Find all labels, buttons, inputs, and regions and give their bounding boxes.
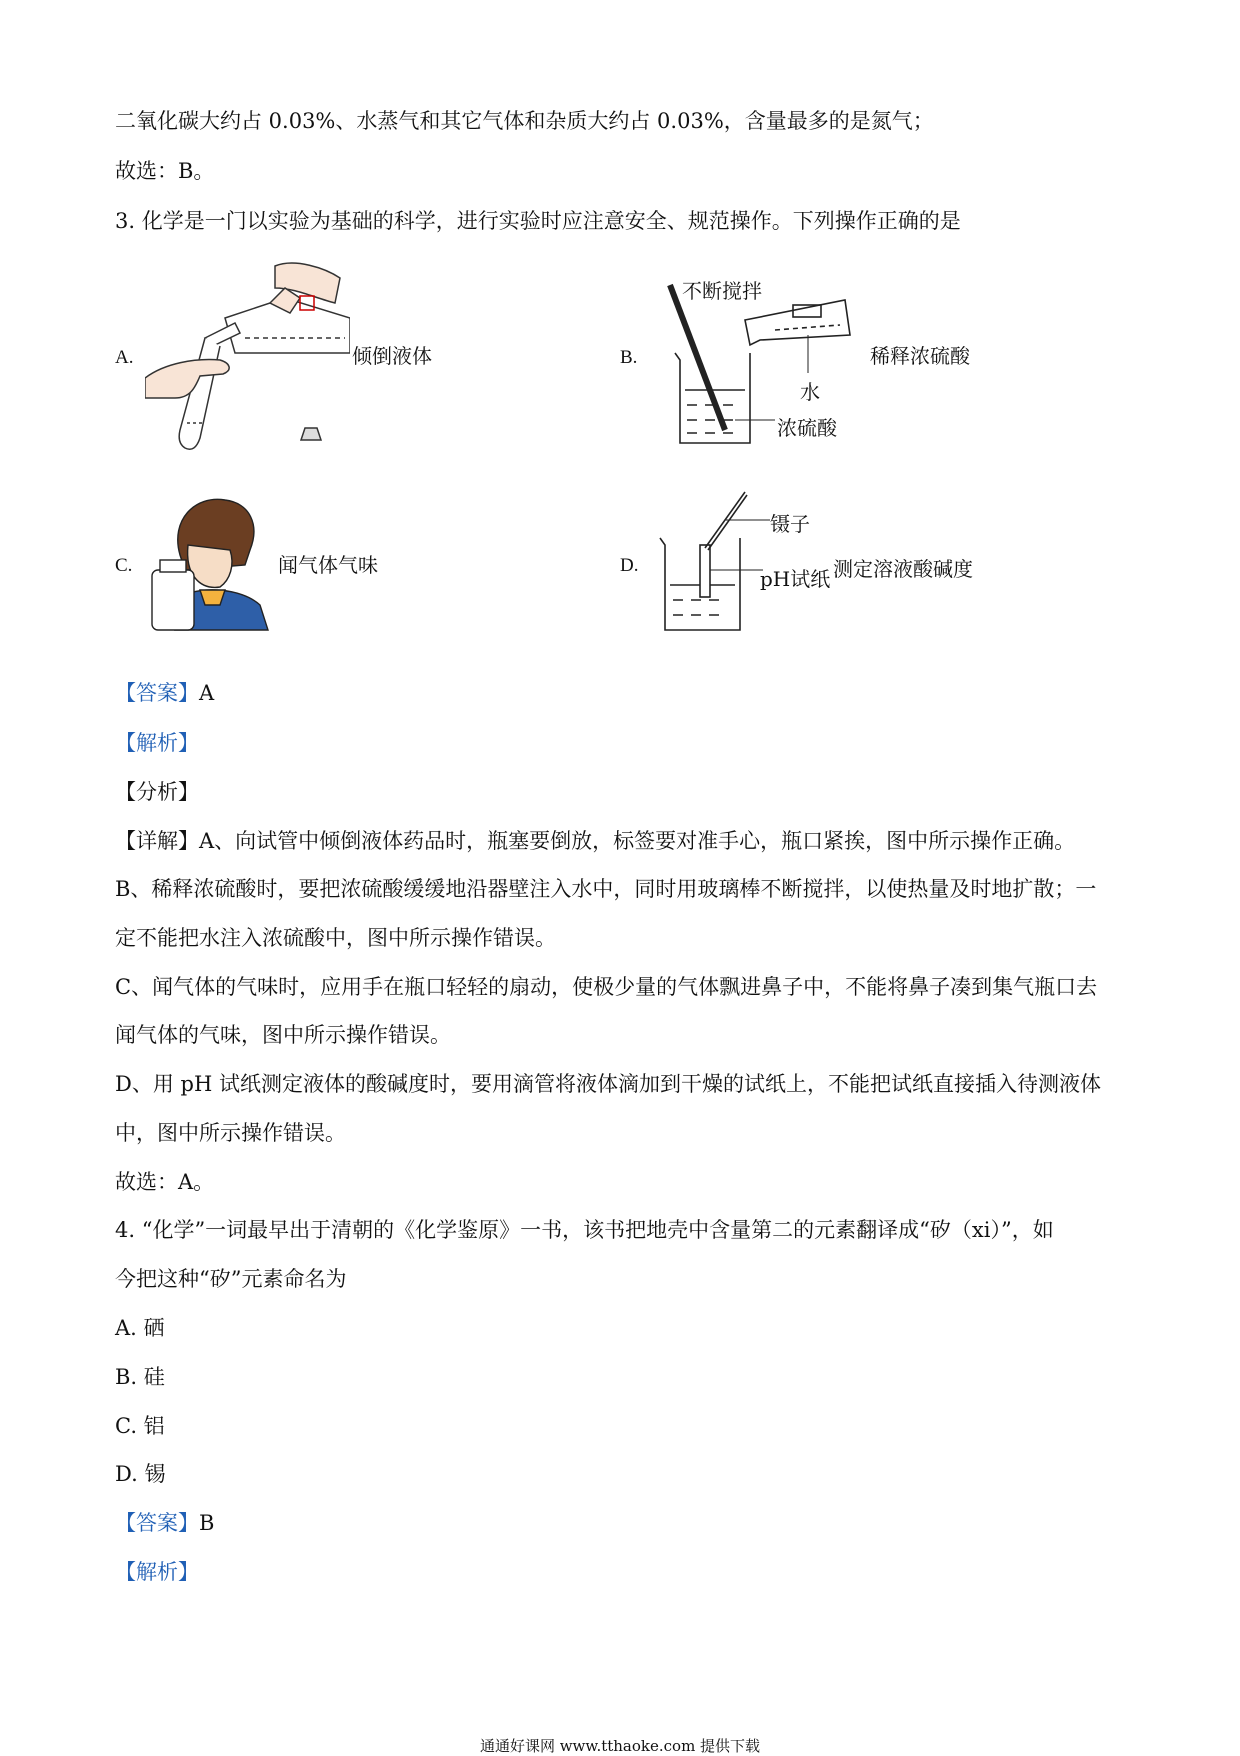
q3-detail-d1: D、用 pH 试纸测定液体的酸碱度时，要用滴管将液体滴加到干燥的试纸上，不能把试纸直接插入待测液体 (115, 1072, 1101, 1096)
option-c-caption: 闻气体气味 (278, 553, 378, 577)
question-4-stem-1: 4. “化学”一词最早出于清朝的《化学鉴原》一书，该书把地壳中含量第二的元素翻译成“矽（xi）”，如 (115, 1218, 1054, 1242)
q3-answer-line (115, 677, 214, 707)
option-b-caption: 稀释浓硫酸 (870, 344, 970, 368)
q3-fenxi-tag: 【分析】 (115, 780, 199, 804)
answer-value: B (199, 1511, 215, 1535)
option-d-letter: D. (620, 555, 639, 576)
option-d-label-tweezers: 镊子 (770, 512, 810, 536)
option-b-label-water: 水 (800, 380, 820, 404)
question-3-stem: 3. 化学是一门以实验为基础的科学，进行实验时应注意安全、规范操作。下列操作正确的是 (115, 209, 961, 233)
question-4-stem-2: 今把这种“矽”元素命名为 (115, 1267, 347, 1291)
text-line-co2: 二氧化碳大约占 0.03%、水蒸气和其它气体和杂质大约占 0.03%，含量最多的是氮气； (115, 109, 934, 133)
q3-detail-c1: C、闻气体的气味时，应用手在瓶口轻轻的扇动，使极少量的气体飘进鼻子中，不能将鼻子凑到集气瓶口去 (115, 975, 1098, 999)
answer-value: A (199, 681, 215, 705)
answer-tag: 【答案】 (115, 1511, 199, 1535)
figure-ph-test (655, 490, 775, 635)
page-footer: 通通好课网 www.tthaoke.com 提供下载 (479, 1737, 761, 1755)
q4-analysis-tag: 【解析】 (115, 1560, 199, 1584)
q3-detail-d2: 中，图中所示操作错误。 (115, 1121, 346, 1145)
q3-detail-b1: B、稀释浓硫酸时，要把浓硫酸缓缓地沿器壁注入水中，同时用玻璃棒不断搅拌，以使热量及时地扩散；一 (115, 877, 1097, 901)
option-c-letter: C. (115, 555, 133, 576)
q3-detail-b2: 定不能把水注入浓硫酸中，图中所示操作错误。 (115, 926, 556, 950)
q3-analysis-tag: 【解析】 (115, 731, 199, 755)
q4-answer-line (115, 1507, 214, 1537)
option-b-label-stir: 不断搅拌 (682, 279, 762, 303)
q3-detail-a: 【详解】A、向试管中倾倒液体药品时，瓶塞要倒放，标签要对准手心，瓶口紧挨，图中所示操作正确。 (115, 829, 1076, 853)
option-a-letter: A. (115, 347, 134, 368)
option-d-caption: 测定溶液酸碱度 (833, 557, 973, 581)
q3-detail-c2: 闻气体的气味，图中所示操作错误。 (115, 1023, 451, 1047)
q4-option-c: C. 铝 (115, 1414, 165, 1438)
figure-pour-liquid (145, 258, 350, 458)
option-b-letter: B. (620, 347, 638, 368)
q4-option-d: D. 锡 (115, 1462, 166, 1486)
option-a-caption: 倾倒液体 (352, 344, 432, 368)
q4-option-a: A. 硒 (115, 1316, 165, 1340)
q3-conclusion: 故选：A。 (115, 1170, 215, 1194)
text-line-choice-b: 故选：B。 (115, 159, 215, 183)
figure-smell-gas (150, 495, 275, 635)
q4-option-b: B. 硅 (115, 1365, 165, 1389)
answer-tag: 【答案】 (115, 681, 199, 705)
option-d-label-ph: pH试纸 (760, 567, 831, 591)
option-b-label-acid: 浓硫酸 (777, 416, 837, 440)
